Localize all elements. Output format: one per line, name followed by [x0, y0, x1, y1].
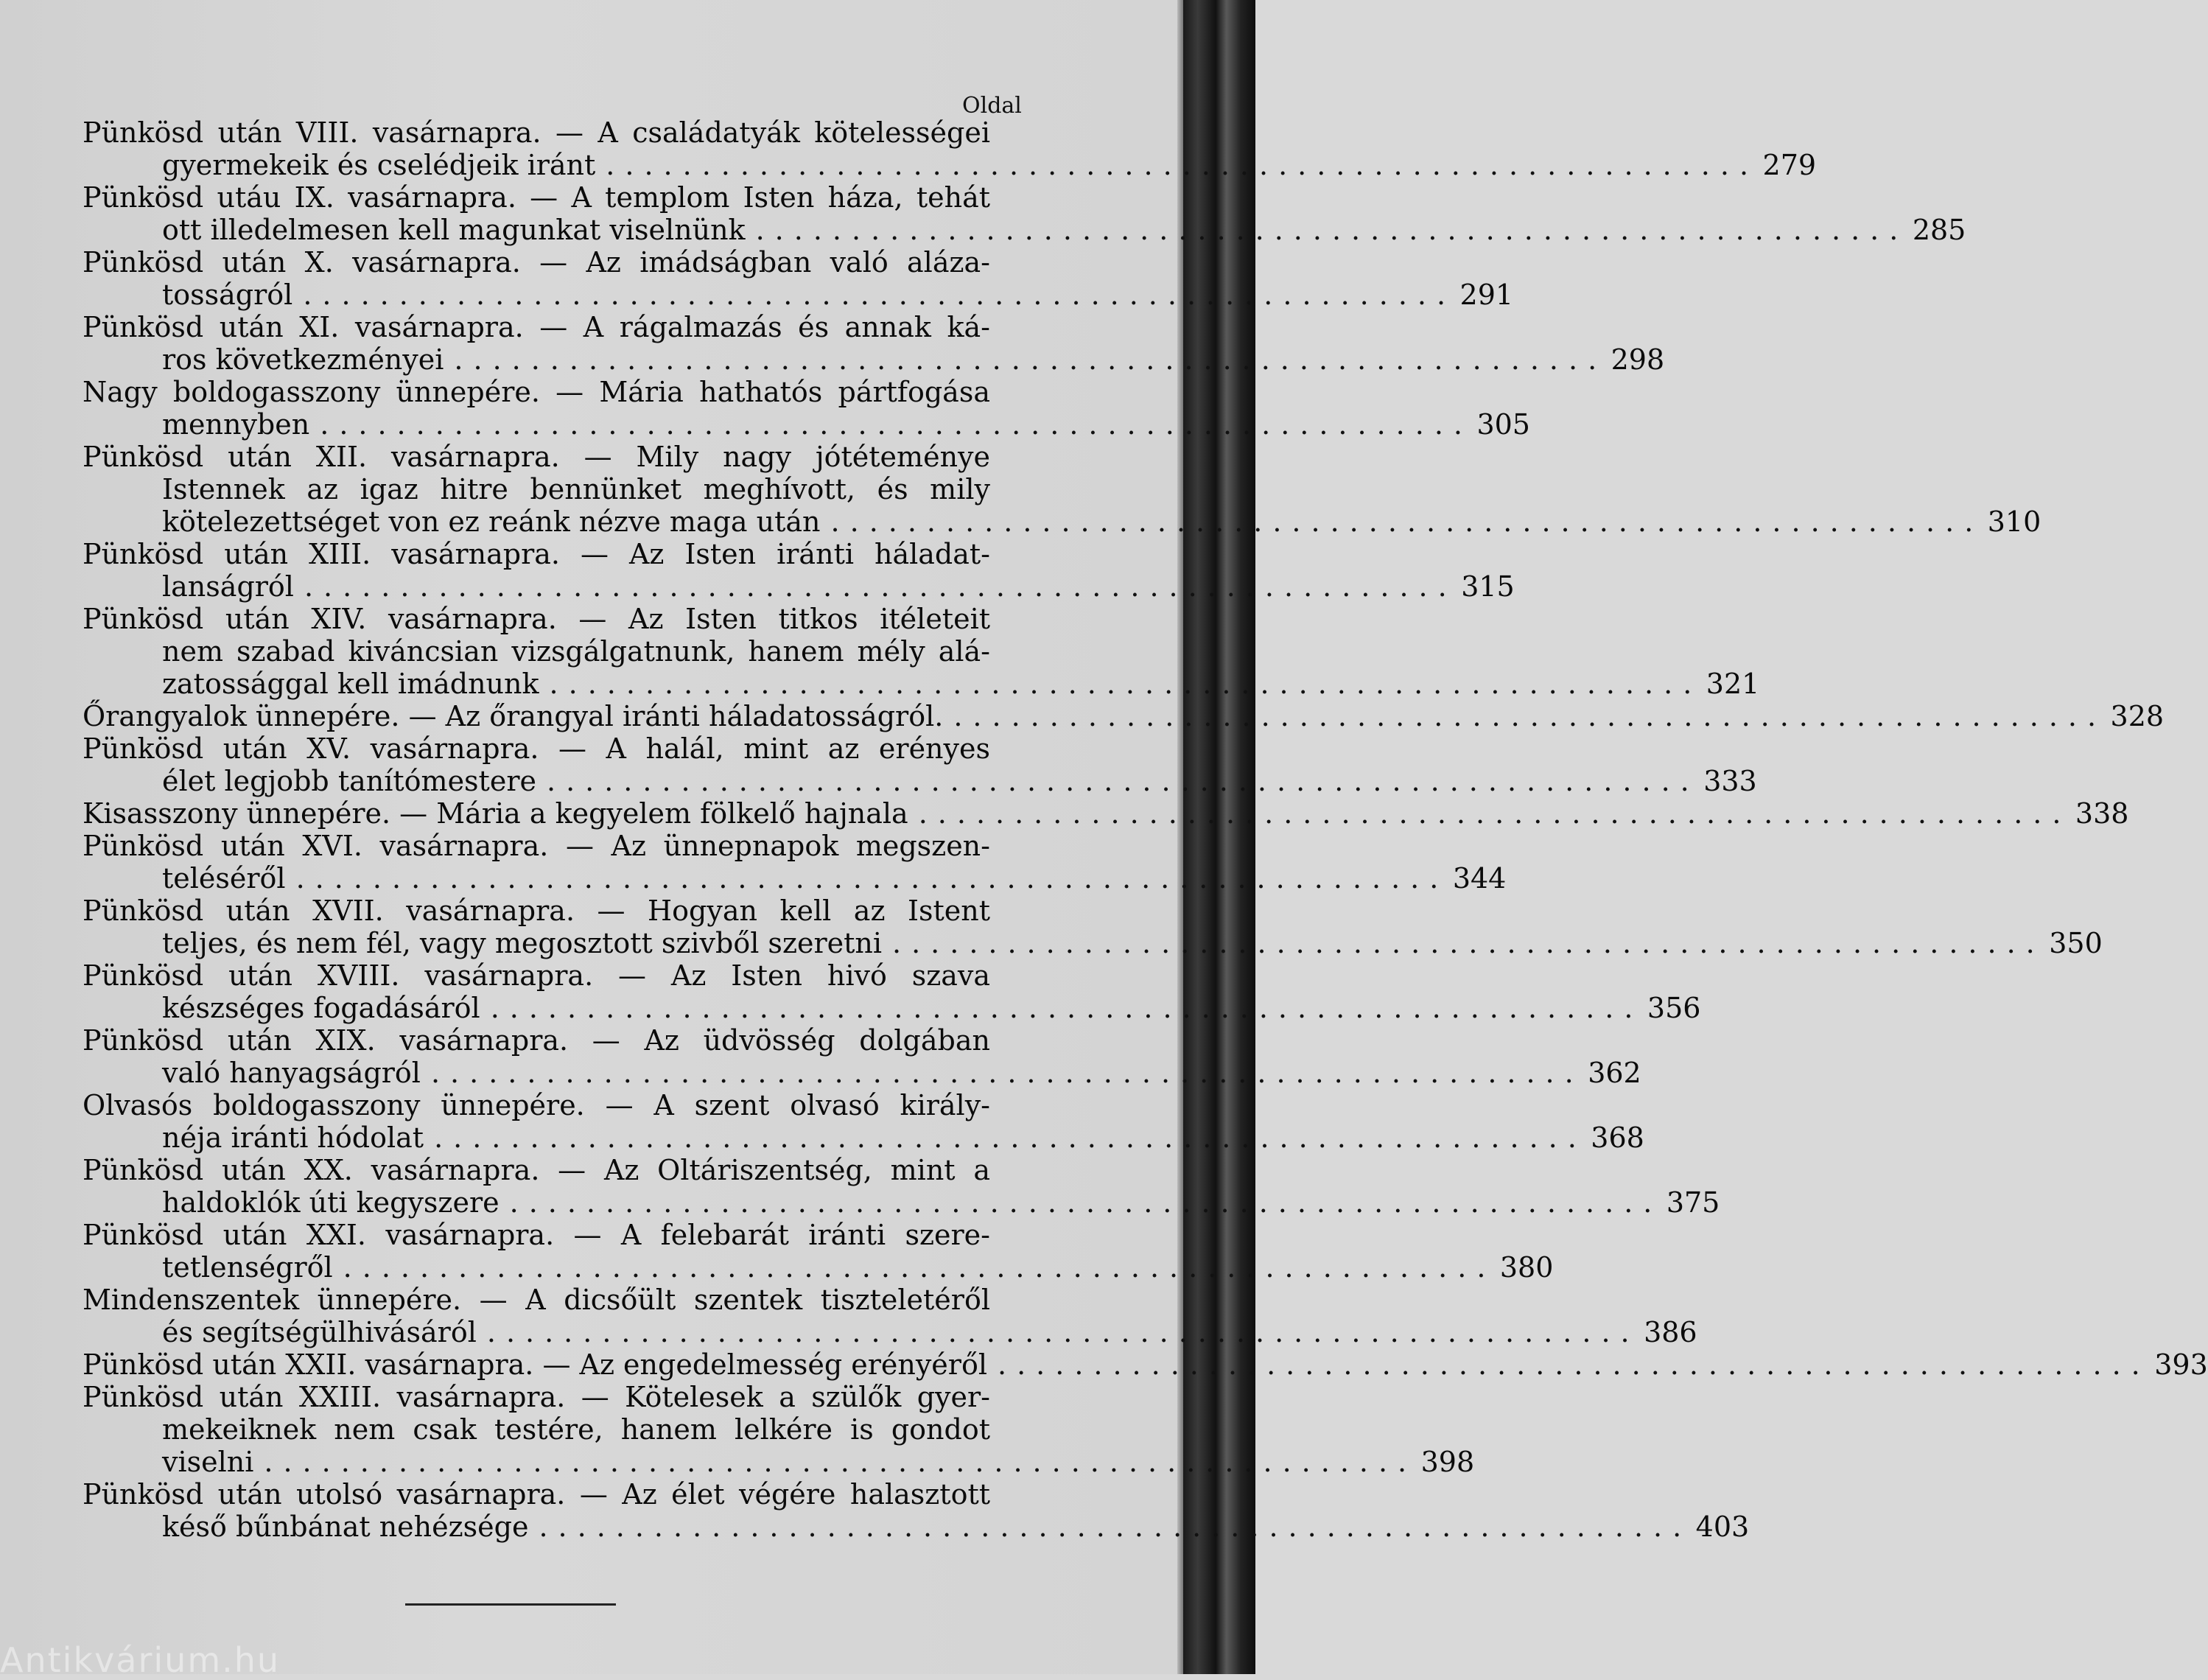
- watermark: Antikvárium.hu: [0, 1640, 281, 1680]
- page-number: 333: [1703, 765, 1757, 797]
- dot-leader: ............................................................: [546, 765, 1700, 797]
- entry-title-line: Pünkösd után XXIII. vasárnapra. — Kötelesek a szülők gyer-: [83, 1381, 990, 1413]
- entry-title-line: Pünkösd után utolsó vasárnapra. — Az élet végére halasztott: [83, 1478, 990, 1511]
- entry-text: teljes, és nem fél, vagy megosztott szivből szeretni: [162, 927, 882, 959]
- entry-text: lanságról: [162, 570, 294, 603]
- page-number: 386: [1644, 1316, 1697, 1348]
- toc-entry: [83, 959, 1701, 1024]
- toc-entry: [83, 538, 1515, 603]
- page-number: 285: [1912, 214, 1966, 246]
- entry-title-line: Pünkösd utáu IX. vasárnapra. — A templom Isten háza, tehát: [83, 181, 990, 214]
- toc-entry: [83, 1348, 2208, 1381]
- dot-leader: ............................................................: [430, 1057, 1584, 1089]
- toc-entry: [83, 1284, 1697, 1348]
- page-number: 305: [1476, 408, 1530, 441]
- toc-entry: [83, 441, 2041, 538]
- entry-text: tetlenségről: [162, 1251, 333, 1284]
- dot-leader: ............................................................: [953, 700, 2107, 732]
- page-number: 362: [1588, 1057, 1641, 1089]
- dot-leader: ............................................................: [490, 992, 1644, 1024]
- entry-final-line: [83, 765, 1757, 797]
- entry-text: tosságról: [162, 279, 293, 311]
- page-number: 398: [1420, 1446, 1475, 1478]
- toc-entry: [83, 181, 1966, 246]
- dot-leader: ............................................................: [539, 1511, 1692, 1543]
- entry-final-line: [83, 992, 1701, 1024]
- toc-entry: [83, 246, 1514, 311]
- entry-final-line: [83, 668, 1760, 700]
- entry-title-line: Mindenszentek ünnepére. — A dicsőült szentek tiszteletéről: [83, 1284, 990, 1316]
- entry-title-line: Nagy boldogasszony ünnepére. — Mária hathatós pártfogása: [83, 376, 990, 408]
- toc-entry: [83, 1089, 1644, 1154]
- page-number: 393: [2154, 1348, 2208, 1381]
- entry-final-line: [83, 1316, 1697, 1348]
- entry-title-line: Pünkösd után XXI. vasárnapra. — A felebarát iránti szere-: [83, 1219, 990, 1251]
- entry-text: haldoklók úti kegyszere: [162, 1186, 500, 1219]
- entry-final-line: [83, 149, 1817, 181]
- entry-final-line: [83, 1186, 1720, 1219]
- entry-text: ros következményei: [162, 343, 444, 376]
- entry-text: Pünkösd után XXII. vasárnapra. — Az engedelmesség erényéről: [83, 1348, 987, 1381]
- entry-text: készséges fogadásáról: [162, 992, 480, 1024]
- toc-entry: [83, 376, 1530, 441]
- page-number: 298: [1611, 343, 1665, 376]
- toc-entry: [83, 1478, 1750, 1543]
- page-number: 338: [2075, 797, 2129, 830]
- entry-final-line: [83, 408, 1530, 441]
- entry-continuation-line: Istennek az igaz hitre bennünket meghívott, és mily: [162, 473, 990, 505]
- entry-title-line: Olvasós boldogasszony ünnepére. — A szent olvasó király-: [83, 1089, 990, 1121]
- toc-entry: [83, 895, 2103, 959]
- entry-final-line: [83, 1446, 1475, 1478]
- dot-leader: ............................................................: [918, 797, 2072, 830]
- entry-final-line: [83, 1121, 1644, 1154]
- entry-text: késő bűnbánat nehézsége: [162, 1511, 529, 1543]
- dot-leader: ............................................................: [830, 505, 1984, 538]
- page-column-header: Oldal: [962, 93, 1022, 119]
- entry-text: élet legjobb tanítómestere: [162, 765, 536, 797]
- closing-rule: [405, 1603, 616, 1606]
- entry-final-line: [83, 862, 1507, 895]
- entry-text: mennyben: [162, 408, 310, 441]
- page-number: 310: [1987, 505, 2041, 538]
- entry-continuation-line: mekeiknek nem csak testére, hanem lelkére is gondot: [162, 1413, 990, 1446]
- entry-title-line: Pünkösd után XIX. vasárnapra. — Az üdvösség dolgában: [83, 1024, 990, 1057]
- entry-text: és segítségülhivásáról: [162, 1316, 477, 1348]
- toc-entry: [83, 797, 2129, 830]
- dot-leader: ............................................................: [434, 1121, 1587, 1154]
- toc-entry: [83, 732, 1757, 797]
- dot-leader: ............................................................: [509, 1186, 1663, 1219]
- toc-entry: [83, 1024, 1641, 1089]
- entry-title-line: Pünkösd után XI. vasárnapra. — A rágalmazás és annak ká-: [83, 311, 990, 343]
- dot-leader: ............................................................: [606, 149, 1759, 181]
- toc-entry: [83, 700, 2165, 732]
- entry-final-line: [83, 279, 1514, 311]
- entry-final-line: [83, 505, 2041, 538]
- page-number: 356: [1647, 992, 1701, 1024]
- dot-leader: ............................................................: [320, 408, 1473, 441]
- entry-text: zatossággal kell imádnunk: [162, 668, 539, 700]
- toc-entry: [83, 603, 1760, 700]
- toc-entry: [83, 1154, 1720, 1219]
- dot-leader: ............................................................: [454, 343, 1608, 376]
- entry-final-line: [83, 1251, 1554, 1284]
- entry-title-line: Pünkösd után XVIII. vasárnapra. — Az Isten hivó szava: [83, 959, 990, 992]
- toc-entry: [83, 1381, 1475, 1478]
- entry-final-line: [83, 1511, 1750, 1543]
- toc-entry: [83, 311, 1665, 376]
- entry-title-line: Pünkösd után XVII. vasárnapra. — Hogyan kell az Istent: [83, 895, 990, 927]
- entry-title-line: Pünkösd után XIII. vasárnapra. — Az Isten iránti háladat-: [83, 538, 990, 570]
- page-number: 344: [1452, 862, 1507, 895]
- dot-leader: ............................................................: [304, 570, 1457, 603]
- entry-text: kötelezettséget von ez reánk nézve maga után: [162, 505, 821, 538]
- entry-final-line: [83, 343, 1665, 376]
- entry-final-line: [83, 214, 1966, 246]
- dot-leader: ............................................................: [486, 1316, 1640, 1348]
- entry-final-line: [83, 700, 2165, 732]
- dot-leader: ............................................................: [549, 668, 1703, 700]
- entry-final-line: [83, 927, 2103, 959]
- entry-title-line: Pünkösd után X. vasárnapra. — Az imádságban való aláza-: [83, 246, 990, 279]
- entry-text: ott illedelmesen kell magunkat viselnünk: [162, 214, 746, 246]
- entry-title-line: Pünkösd után XIV. vasárnapra. — Az Isten titkos itéleteit: [83, 603, 990, 635]
- page-number: 279: [1762, 149, 1817, 181]
- page-number: 328: [2110, 700, 2165, 732]
- page-number: 315: [1461, 570, 1515, 603]
- entry-text: Őrangyalok ünnepére. — Az őrangyal iránti háladatosságról.: [83, 700, 944, 732]
- entry-text: viselni: [162, 1446, 254, 1478]
- dot-leader: ............................................................: [295, 862, 1449, 895]
- entry-final-line: [83, 1348, 2208, 1381]
- page-number: 368: [1591, 1121, 1644, 1154]
- entry-text: gyermekeik és cselédjeik iránt: [162, 149, 596, 181]
- dot-leader: ............................................................: [892, 927, 2045, 959]
- entry-final-line: [83, 1057, 1641, 1089]
- entry-title-line: Pünkösd után XV. vasárnapra. — A halál, mint az erényes: [83, 732, 990, 765]
- entry-text: való hanyagságról: [162, 1057, 421, 1089]
- entry-final-line: [83, 570, 1515, 603]
- entry-title-line: Pünkösd után XVI. vasárnapra. — Az ünnepnapok megszen-: [83, 830, 990, 862]
- entry-text: néja iránti hódolat: [162, 1121, 424, 1154]
- dot-leader: ............................................................: [303, 279, 1457, 311]
- toc-entry: [83, 1219, 1554, 1284]
- dot-leader: ............................................................: [264, 1446, 1417, 1478]
- page-number: 375: [1666, 1186, 1720, 1219]
- page-number: 321: [1706, 668, 1760, 700]
- dot-leader: ............................................................: [343, 1251, 1496, 1284]
- page-number: 291: [1459, 279, 1514, 311]
- page-number: 380: [1499, 1251, 1554, 1284]
- entry-final-line: [83, 797, 2129, 830]
- table-of-contents: [83, 116, 2208, 1543]
- dot-leader: ............................................................: [755, 214, 1909, 246]
- entry-text: teléséről: [162, 862, 286, 895]
- page-number: 350: [2049, 927, 2103, 959]
- toc-entry: [83, 116, 1817, 181]
- dot-leader: ............................................................: [998, 1348, 2151, 1381]
- entry-title-line: Pünkösd után VIII. vasárnapra. — A családatyák kötelességei: [83, 116, 990, 149]
- entry-text: Kisasszony ünnepére. — Mária a kegyelem fölkelő hajnala: [83, 797, 908, 830]
- entry-continuation-line: nem szabad kiváncsian vizsgálgatnunk, hanem mély alá-: [162, 635, 990, 668]
- entry-title-line: Pünkösd után XX. vasárnapra. — Az Oltáriszentség, mint a: [83, 1154, 990, 1186]
- toc-entry: [83, 830, 1507, 895]
- entry-title-line: Pünkösd után XII. vasárnapra. — Mily nagy jótéteménye: [83, 441, 990, 473]
- book-binding: [1183, 0, 1255, 1674]
- page-number: 403: [1695, 1511, 1750, 1543]
